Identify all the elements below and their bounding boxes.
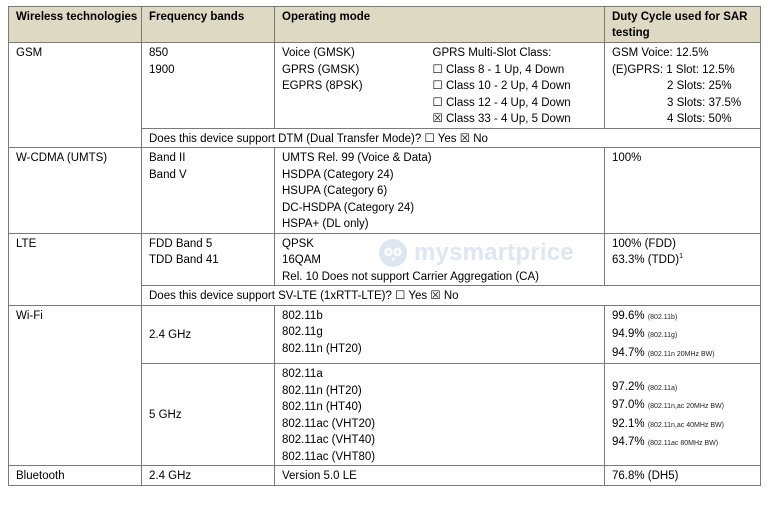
gsm-mode: GPRS (GMSK): [282, 63, 360, 76]
wifi-modes-5: [275, 364, 605, 466]
duty-value: 92.1%: [612, 417, 645, 430]
multislot-class: ☐ Class 12 - 4 Up, 4 Down: [432, 96, 571, 109]
wcdma-band: Band V: [149, 168, 187, 181]
gsm-duty-line: 2 Slots: 25%: [667, 80, 732, 92]
multislot-class: ☐ Class 10 - 2 Up, 4 Down: [432, 80, 571, 92]
duty-note: (802.11g): [647, 332, 678, 339]
bluetooth-mode: Version 5.0 LE: [275, 466, 605, 486]
gsm-band: 1900: [149, 63, 175, 76]
svlte-question: Does this device support SV-LTE (1xRTT-LTE)? ☐ Yes ☒ No: [142, 286, 761, 306]
duty-note: (802.11b): [647, 313, 678, 321]
wifi-mode: 802.11ac (VHT40): [282, 434, 376, 446]
wifi-duty-line: [612, 345, 760, 364]
duty-note: (802.11n,ac 20MHz BW): [647, 403, 724, 410]
wcdma-mode: HSUPA (Category 6): [282, 185, 388, 197]
duty-value: 97.2%: [612, 380, 645, 393]
dtm-question: Does this device support DTM (Dual Transfer Mode)? ☐ Yes ☒ No: [142, 128, 761, 148]
lte-mode: Rel. 10 Does not support Carrier Aggregation (CA): [282, 270, 539, 283]
wcdma-duty: 100%: [605, 148, 761, 234]
duty-value: 94.7%: [612, 436, 645, 448]
header-technologies: Wireless technologies: [9, 7, 142, 43]
wifi-duty-24: [605, 305, 761, 364]
gsm-duty-line: (E)GPRS: 1 Slot: 12.5%: [612, 63, 735, 76]
duty-note: (802.11n 20MHz BW): [647, 350, 715, 358]
wifi-mode: 802.11ac (VHT20): [282, 417, 376, 430]
lte-mode: QPSK: [282, 237, 314, 250]
wifi-duty-line: [612, 326, 760, 345]
wcdma-mode: HSDPA (Category 24): [282, 168, 394, 181]
lte-row: [9, 233, 761, 286]
wifi-band-5: 5 GHz: [142, 364, 275, 466]
wifi-mode: 802.11g: [282, 326, 323, 338]
lte-duty-fdd: 100% (FDD): [612, 237, 676, 250]
gsm-duty: [605, 43, 761, 129]
header-mode: Operating mode: [275, 7, 605, 43]
gsm-modes: [275, 43, 425, 129]
header-bands: Frequency bands: [142, 7, 275, 43]
lte-duty: [605, 233, 761, 286]
lte-band: TDD Band 41: [149, 254, 219, 266]
duty-value: 94.7%: [612, 346, 645, 359]
footnote-marker: 1: [679, 253, 684, 261]
duty-value: 97.0%: [612, 399, 645, 411]
lte-duty-tdd: 63.3% (TDD): [612, 254, 680, 266]
gsm-duty-line: GSM Voice: 12.5%: [612, 47, 709, 59]
wcdma-bands: [142, 148, 275, 234]
wifi-duty-line: [612, 434, 760, 453]
gsm-duty-line: 4 Slots: 50%: [667, 113, 732, 125]
wifi-duty-5: [605, 364, 761, 466]
wifi-duty-line: [612, 397, 760, 416]
wcdma-mode: UMTS Rel. 99 (Voice & Data): [282, 152, 432, 164]
wcdma-band: Band II: [149, 152, 186, 164]
duty-note: (802.11n,ac 40MHz BW): [647, 421, 724, 429]
gsm-tech: GSM: [9, 43, 142, 148]
lte-modes: [275, 233, 605, 286]
gsm-row: [9, 43, 761, 129]
wifi-mode: 802.11n (HT20): [282, 384, 362, 397]
wifi-mode: 802.11b: [282, 309, 323, 322]
duty-value: 99.6%: [612, 309, 645, 322]
wifi-mode: 802.11ac (VHT80): [282, 450, 376, 463]
wcdma-row: [9, 148, 761, 234]
wifi-mode: 802.11n (HT20): [282, 342, 362, 355]
wcdma-mode: DC-HSDPA (Category 24): [282, 201, 415, 214]
wifi-duty-line: [612, 416, 760, 435]
wcdma-mode: HSPA+ (DL only): [282, 218, 369, 230]
lte-bands: [142, 233, 275, 286]
lte-band: FDD Band 5: [149, 237, 213, 250]
wifi-mode: 802.11a: [282, 368, 323, 380]
duty-value: 94.9%: [612, 328, 645, 340]
header-row: [9, 7, 761, 43]
wifi-mode: 802.11n (HT40): [282, 401, 362, 413]
duty-note: (802.11ac 80MHz BW): [647, 440, 719, 447]
wifi-band-24: 2.4 GHz: [142, 305, 275, 364]
gsm-duty-line: 3 Slots: 37.5%: [667, 96, 742, 109]
lte-mode: 16QAM: [282, 254, 321, 266]
gsm-multislot: [425, 43, 605, 129]
gsm-mode: Voice (GMSK): [282, 47, 355, 59]
wifi-duty-line: [612, 308, 760, 327]
duty-note: (802.11a): [647, 384, 678, 392]
gsm-mode: EGPRS (8PSK): [282, 80, 363, 92]
multislot-class: ☐ Class 8 - 1 Up, 4 Down: [432, 63, 565, 76]
sar-spec-table: [8, 6, 761, 486]
header-duty: Duty Cycle used for SAR testing: [605, 7, 761, 43]
bluetooth-row: [9, 466, 761, 486]
wcdma-tech: W-CDMA (UMTS): [9, 148, 142, 234]
gsm-bands: [142, 43, 275, 129]
watermark-text: mysmartprice: [414, 239, 574, 266]
bluetooth-band: 2.4 GHz: [142, 466, 275, 486]
wcdma-modes: [275, 148, 605, 234]
lte-duty-tdd-line: [612, 252, 760, 269]
wifi-modes-24: [275, 305, 605, 364]
wifi-duty-line: [612, 379, 760, 398]
lte-tech: LTE: [9, 233, 142, 305]
bluetooth-duty: 76.8% (DH5): [605, 466, 761, 486]
gsm-band: 850: [149, 47, 169, 59]
multislot-class: ☒ Class 33 - 4 Up, 5 Down: [432, 113, 571, 125]
wifi-24-row: [9, 305, 761, 364]
wifi-tech: Wi-Fi: [9, 305, 142, 466]
bluetooth-tech: Bluetooth: [9, 466, 142, 486]
multislot-title: GPRS Multi-Slot Class:: [432, 47, 552, 59]
